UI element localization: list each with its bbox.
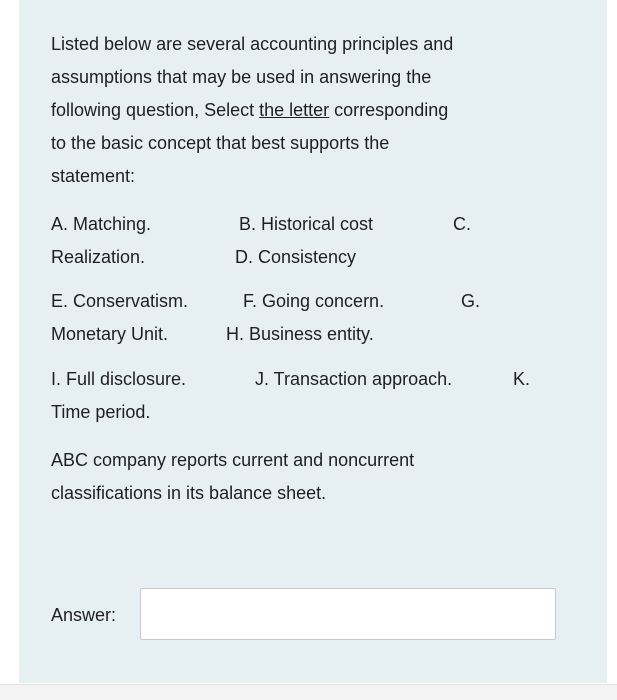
option-h: H. Business entity. [226, 324, 374, 344]
option-k-label: Time period. [51, 402, 151, 422]
page-bottom-divider [0, 684, 617, 700]
option-j: J. Transaction approach. [255, 369, 453, 389]
option-f: F. Going concern. [243, 291, 385, 311]
answer-input[interactable] [140, 588, 556, 640]
option-g-label: Monetary Unit. [51, 324, 169, 344]
intro-line: Listed below are several accounting principles and [51, 34, 454, 54]
question-intro [51, 28, 453, 193]
option-i: I. Full disclosure. [51, 369, 187, 389]
answer-label: Answer: [51, 605, 117, 625]
statement-line: ABC company reports current and noncurrent [51, 450, 415, 470]
option-a: A. Matching. [51, 214, 152, 234]
option-e: E. Conservatism. [51, 291, 189, 311]
intro-line [51, 94, 453, 127]
option-d: D. Consistency [235, 247, 357, 267]
option-g-letter: G. [461, 291, 481, 311]
option-c-letter: C. [453, 214, 471, 234]
question-statement [51, 444, 414, 510]
intro-line: to the basic concept that best supports the [51, 133, 390, 153]
option-b: B. Historical cost [239, 214, 374, 234]
intro-line: assumptions that may be used in answering the [51, 67, 432, 87]
option-c-label: Realization. [51, 247, 146, 267]
option-k-letter: K. [513, 369, 531, 389]
intro-line: statement: [51, 166, 136, 186]
intro-text: corresponding [329, 100, 449, 120]
statement-line: classifications in its balance sheet. [51, 483, 327, 503]
the-letter-emphasis: the letter [259, 100, 330, 120]
intro-text: following question, Select [51, 100, 260, 120]
